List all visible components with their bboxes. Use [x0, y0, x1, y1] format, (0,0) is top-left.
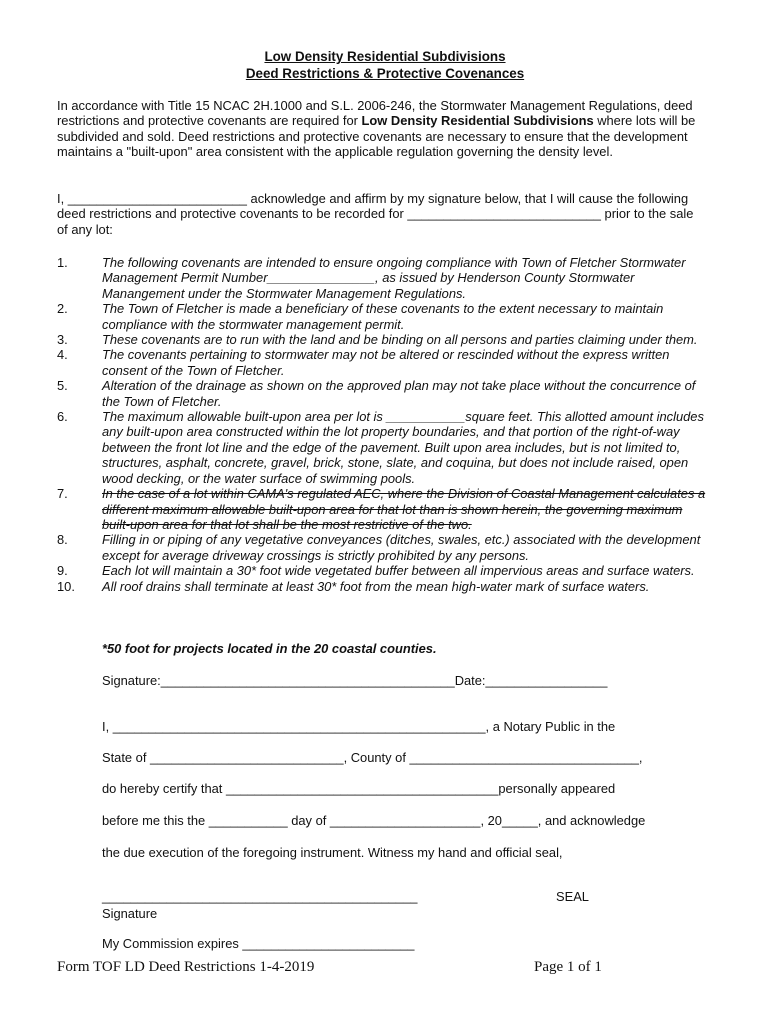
- notary-certify-line[interactable]: do hereby certify that ______________________________________personally appeared: [102, 781, 616, 796]
- covenant-text: Each lot will maintain a 30* foot wide vegetated buffer between all impervious areas and surface waters.: [102, 563, 695, 579]
- document-title: Low Density Residential Subdivisions: [264, 49, 506, 64]
- covenant-number: 3.: [57, 332, 68, 348]
- covenant-item-struck: [57, 486, 707, 532]
- covenant-item: [57, 255, 707, 301]
- notary-state-county-line[interactable]: State of ___________________________, County of ________________________________,: [102, 750, 643, 765]
- signature-date-line[interactable]: Signature:_________________________________________Date:_________________: [102, 673, 608, 688]
- notary-signature-label: Signature: [102, 906, 158, 921]
- acknowledge-paragraph: I, _________________________ acknowledge and affirm by my signature below, that I will cause the following deed restrictions and protective covenants to be recorded for ___________________________ prior to the sale of any lot:: [57, 191, 694, 237]
- covenant-number: 4.: [57, 347, 68, 363]
- page-number: Page 1 of 1: [534, 959, 602, 975]
- covenant-item: [57, 332, 707, 347]
- covenant-item: [57, 378, 707, 409]
- covenant-text: These covenants are to run with the land and be binding on all persons and parties claiming under them.: [102, 332, 698, 348]
- covenant-text: The maximum allowable built-upon area per lot is ___________square feet. This allotted amount includes any built-upon area constructed within the lot property boundaries, and that portion of the right-of-way between the front lot line and the edge of the pavement. Built upon area includes, but is not limited to, structures, asphalt, concrete, gravel, brick, stone, slate, and coquina, but does not include raised, open wood decking, or the water surface of swimming pools.: [102, 409, 704, 486]
- notary-signature-rule[interactable]: ____________________________________________: [102, 889, 418, 904]
- covenant-text: The covenants pertaining to stormwater may not be altered or rescinded without the express written consent of the Town of Fletcher.: [102, 347, 670, 378]
- covenant-number: 2.: [57, 301, 68, 317]
- form-footer-label: Form TOF LD Deed Restrictions 1-4-2019: [57, 959, 315, 975]
- intro-bold-text: Low Density Residential Subdivisions: [361, 113, 594, 129]
- intro-text-after: where lots will be subdivided and sold. Deed restrictions and protective covenants are necessary to ensure that the development maintains a "built-upon" area consistent with the applicable regulation governing the density level.: [57, 113, 696, 160]
- covenant-number: 6.: [57, 409, 68, 425]
- covenant-text: Alteration of the drainage as shown on the approved plan may not take place without the concurrence of the Town of Fletcher.: [102, 378, 696, 409]
- notary-witness-line: the due execution of the foregoing instrument. Witness my hand and official seal,: [102, 845, 563, 860]
- coastal-footnote: *50 foot for projects located in the 20 coastal counties.: [102, 641, 437, 656]
- covenant-item: [57, 347, 707, 378]
- covenant-item: [57, 532, 707, 563]
- covenant-number: 9.: [57, 563, 68, 579]
- notary-name-line[interactable]: I, ____________________________________________________, a Notary Public in the: [102, 719, 616, 734]
- covenants-list: [57, 255, 707, 594]
- covenant-text: All roof drains shall terminate at least 30* foot from the mean high-water mark of surface waters.: [102, 578, 650, 594]
- covenant-number: 8.: [57, 532, 68, 548]
- covenant-item: [57, 579, 707, 594]
- seal-label: SEAL: [556, 889, 589, 904]
- intro-text-before: In accordance with Title 15 NCAC 2H.1000 and S.L. 2006-246, the Stormwater Management Regulations, deed restrictions and protective covenants are required for: [57, 98, 693, 129]
- covenant-text: The Town of Fletcher is made a beneficiary of these covenants to the extent necessary to maintain compliance with the stormwater management permit.: [102, 301, 664, 332]
- document-subtitle: Deed Restrictions & Protective Covenances: [245, 66, 525, 81]
- covenant-text: Filling in or piping of any vegetative conveyances (ditches, swales, etc.) associated with the development except for average driveway crossings is strictly prohibited by any persons.: [102, 532, 701, 563]
- notary-date-line[interactable]: before me this the ___________ day of _____________________, 20_____, and acknowledge: [102, 813, 646, 828]
- covenant-item: [57, 301, 707, 332]
- covenant-text-struck: In the case of a lot within CAMA's regulated AEC, where the Division of Coastal Management calculates a different maximum allowable built-upon area for that lot than is shown herein, the governing maximum built-upon area for that lot shall be the most restrictive of the two.: [102, 486, 706, 532]
- commission-expires-line[interactable]: My Commission expires ________________________: [102, 936, 415, 951]
- covenant-item: [57, 409, 707, 486]
- covenant-number: 5.: [57, 378, 68, 394]
- covenant-number: 1.: [57, 255, 68, 270]
- intro-paragraph: [57, 98, 707, 160]
- covenant-text: The following covenants are intended to ensure ongoing compliance with Town of Fletcher Stormwater Management Permit Number_______________, as issued by Henderson County Stormwater Manangement under the Stormwater Management Regulations.: [102, 255, 686, 301]
- covenant-number: 10.: [57, 578, 75, 594]
- covenant-item: [57, 563, 707, 578]
- covenant-number: 7.: [57, 486, 68, 502]
